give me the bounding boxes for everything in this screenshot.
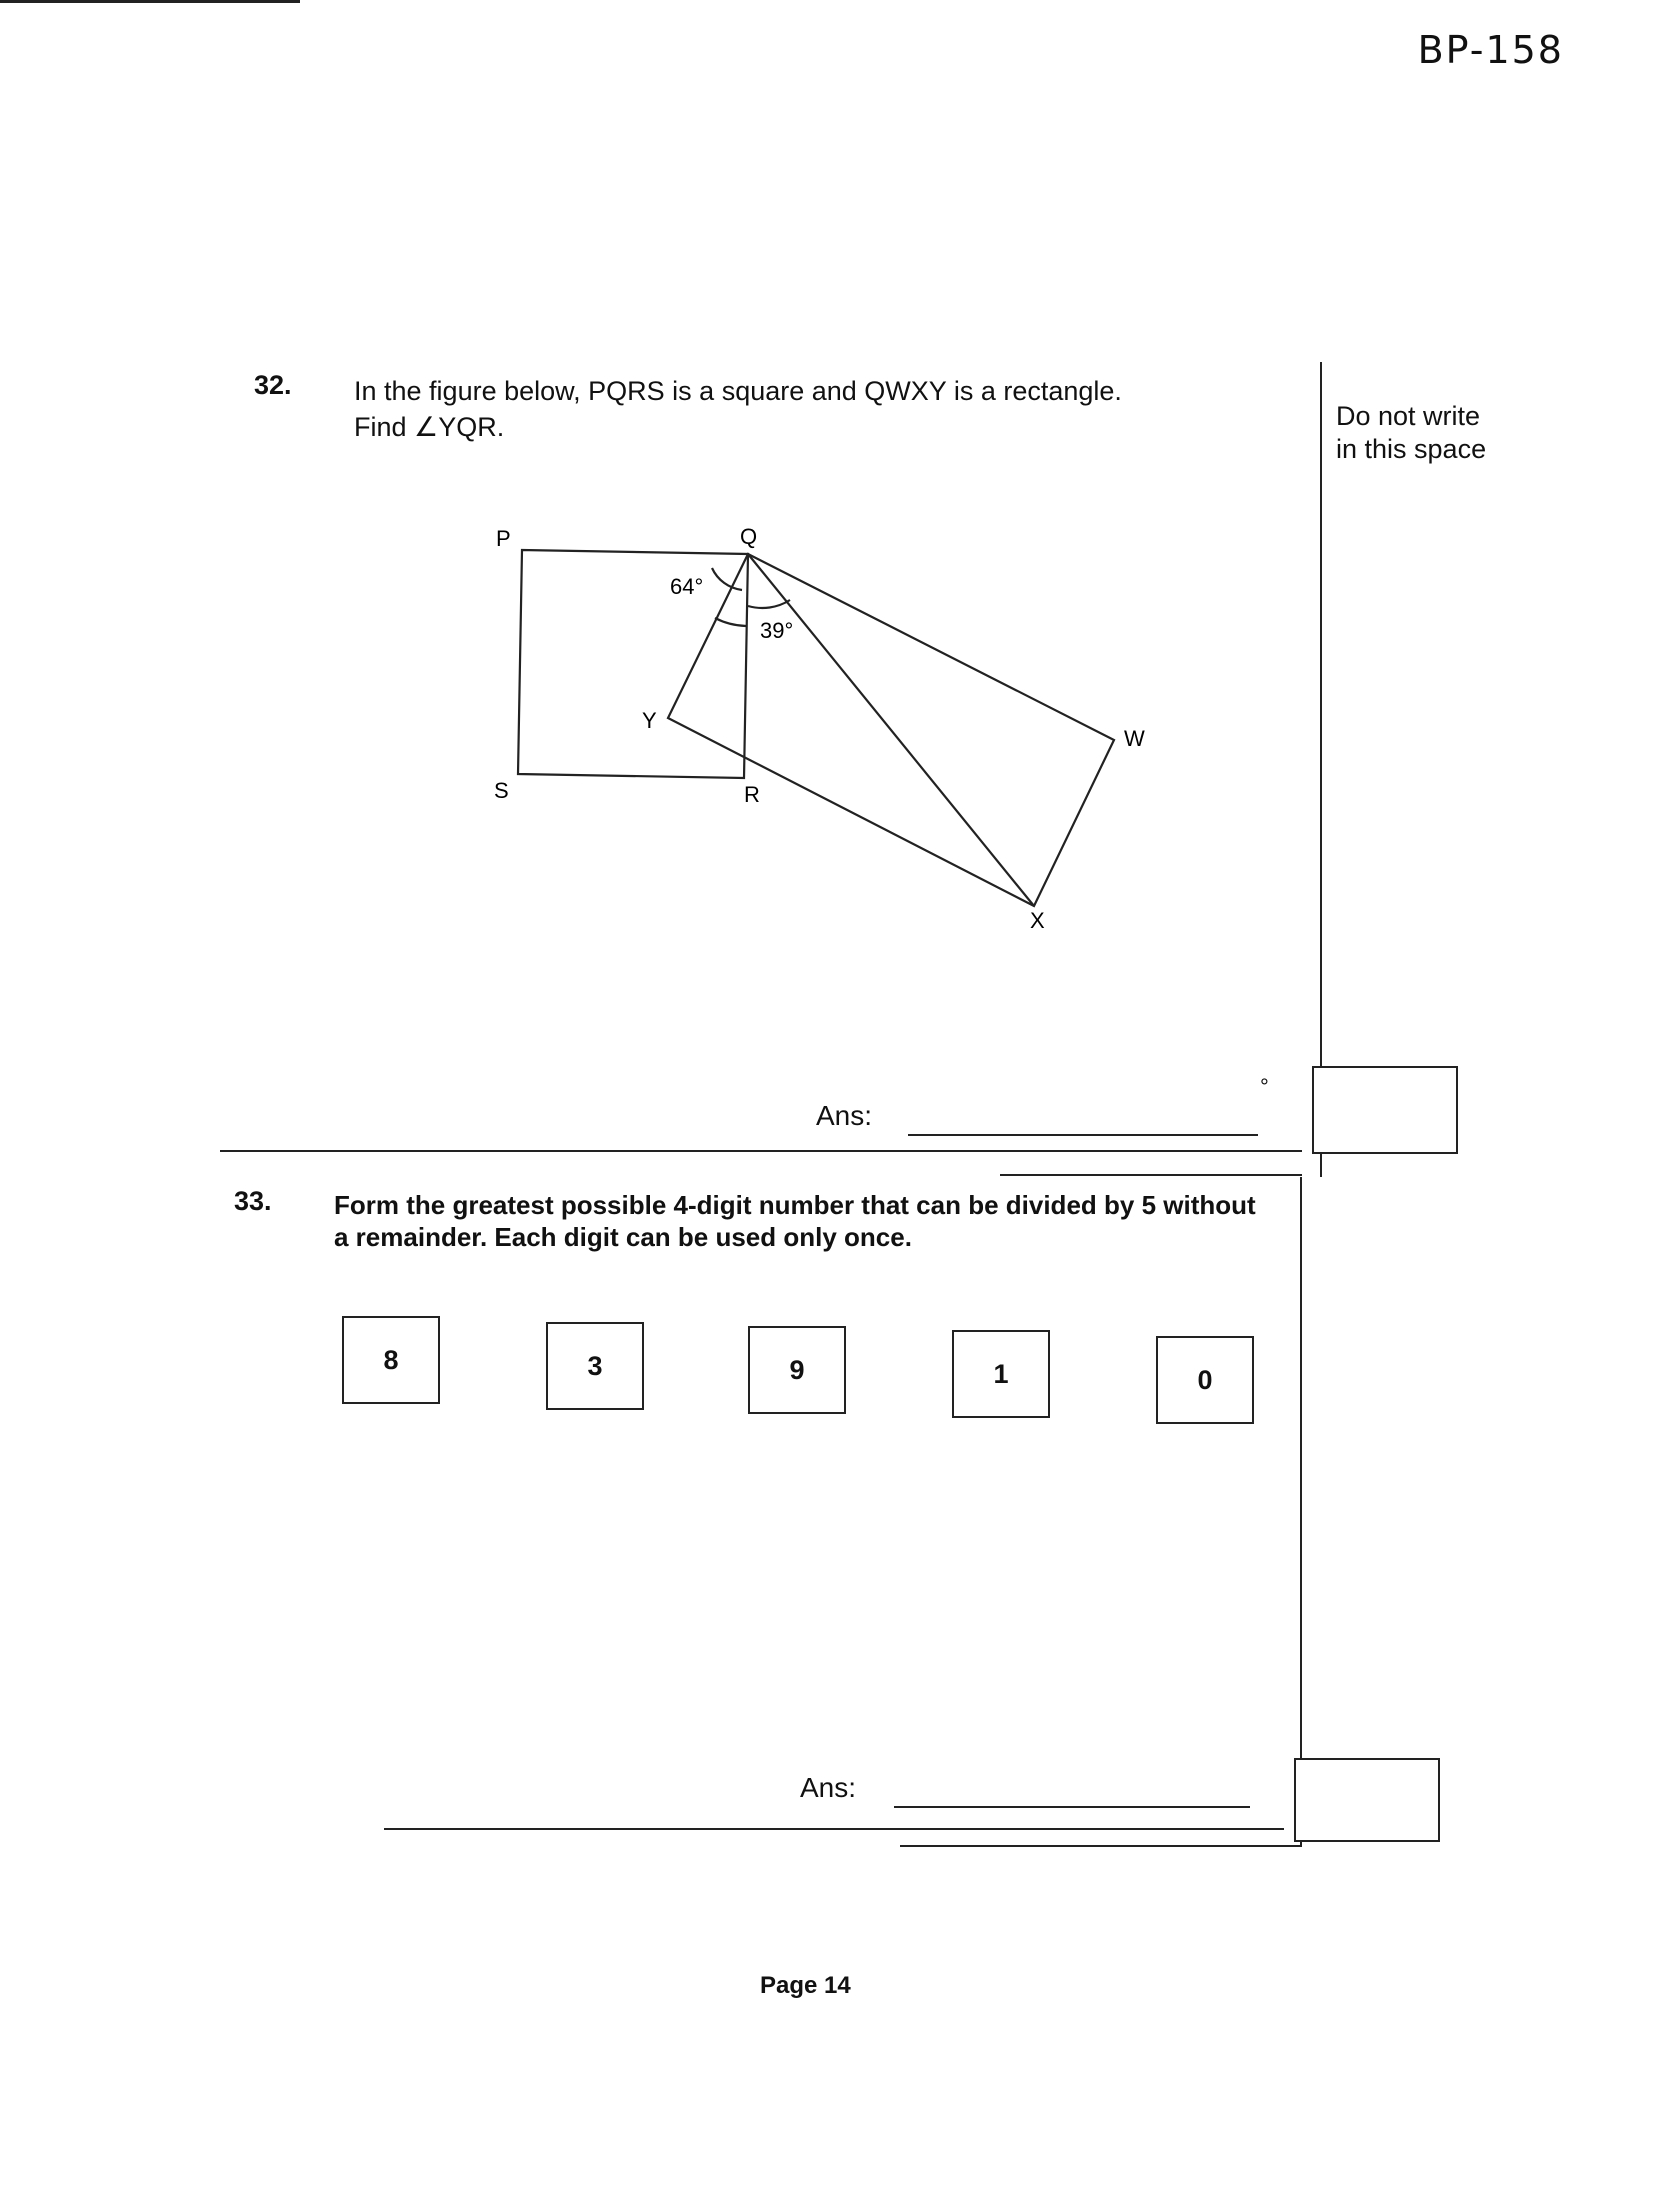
label-q: Q: [740, 524, 758, 549]
digit-card: 0: [1156, 1336, 1254, 1424]
question-32-number: 32.: [254, 370, 292, 400]
bottom-rule-left: [384, 1828, 1284, 1830]
angle-arc-pqy: [712, 568, 742, 590]
question-33-text-line2: a remainder. Each digit can be used only once.: [334, 1222, 912, 1252]
question-32-marks-box: [1312, 1066, 1458, 1154]
label-y: Y: [642, 708, 657, 733]
question-32-degree-mark: °: [1260, 1074, 1269, 1099]
digit-card: 3: [546, 1322, 644, 1410]
question-33-text-line1: Form the greatest possible 4-digit number that can be divided by 5 without: [334, 1190, 1256, 1220]
digit-card: 9: [748, 1326, 846, 1414]
digit-card: 8: [342, 1316, 440, 1404]
question-33-answer-label: Ans:: [800, 1772, 857, 1803]
digit-card: 1: [952, 1330, 1050, 1418]
question-separator-line-b: [1000, 1174, 1302, 1176]
question-32-text-line1: In the figure below, PQRS is a square and QWXY is a rectangle.: [354, 376, 1122, 406]
square-pqrs: [518, 550, 748, 778]
label-r: R: [744, 782, 760, 807]
angle-label-64: 64°: [670, 574, 704, 599]
question-32-text-line2: Find ∠YQR.: [354, 412, 505, 442]
margin-note: Do not write in this space: [1336, 401, 1487, 464]
angle-label-39: 39°: [760, 618, 794, 643]
label-x: X: [1030, 908, 1045, 933]
question-32-answer-label: Ans:: [816, 1100, 873, 1131]
question-separator-line-a: [220, 1150, 1302, 1152]
page-number: Page 14: [760, 1972, 851, 1999]
paper-code: BP-158: [1417, 28, 1564, 72]
question-33-marks-box: [1294, 1758, 1440, 1842]
angle-arc-rqx: [748, 600, 790, 608]
label-p: P: [496, 526, 511, 551]
question-33-number: 33.: [234, 1186, 272, 1216]
diagonal-qx: [748, 554, 1034, 906]
label-s: S: [494, 778, 509, 803]
question-33-answer-line[interactable]: [894, 1806, 1250, 1808]
label-w: W: [1124, 726, 1145, 751]
question-32-answer-line[interactable]: [908, 1134, 1258, 1136]
bottom-rule-right: [900, 1845, 1302, 1847]
angle-arc-yqr: [715, 618, 746, 626]
